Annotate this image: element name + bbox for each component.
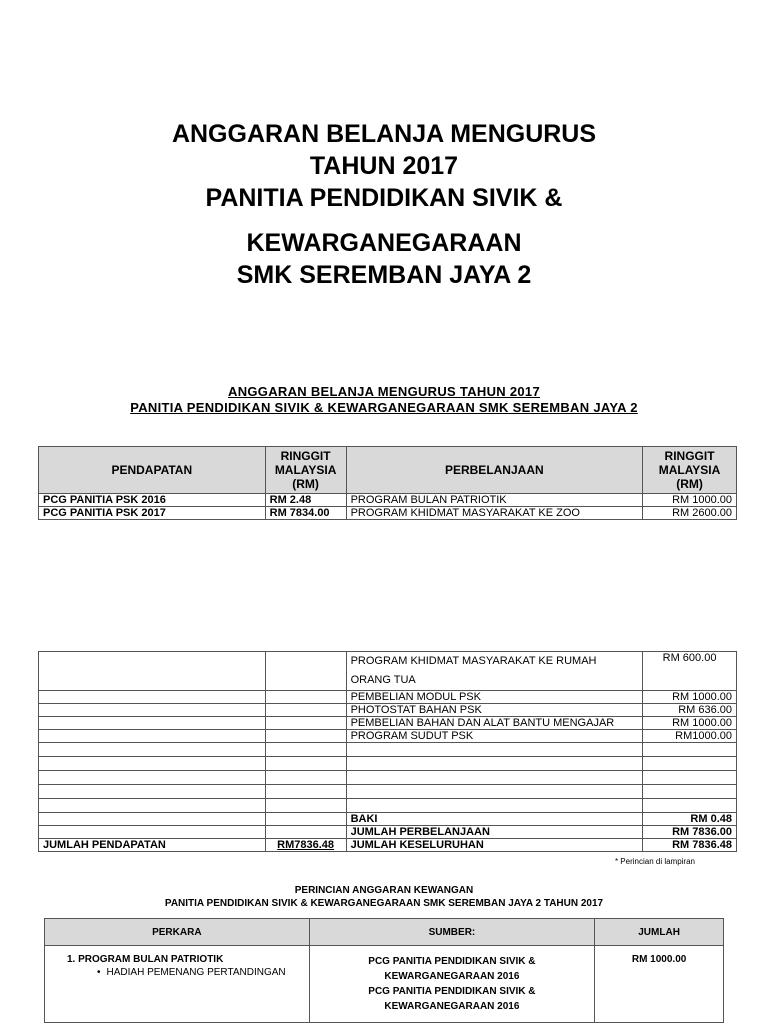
expense-value: RM 2600.00 [643,507,737,520]
baki-row [39,813,737,826]
header-ringgit-1: RINGGIT MALAYSIA (RM) [265,447,346,494]
section-subtitle-2: PANITIA PENDIDIKAN SIVIK & KEWARGANEGARAAN SMK SEREMBAN JAYA 2 [130,400,638,415]
jumlah-keseluruhan-label: JUMLAH KESELURUHAN [346,839,642,852]
header-pendapatan: PENDAPATAN [39,447,266,494]
header-perbelanjaan: PERBELANJAAN [346,447,642,494]
table-row [39,494,737,507]
sumber-2: PCG PANITIA PENDIDIKAN SIVIK & KEWARGANEGARAAN 2016 [368,986,536,1012]
jumlah-perbelanjaan-row [39,826,737,839]
doc-title-line-4: KEWARGANEGARAAN [246,229,522,257]
table-row [39,730,737,743]
perincian-table [44,918,724,1023]
table-row-empty [39,757,737,771]
table-row [39,507,737,520]
expense-value: RM1000.00 [643,730,737,743]
expense-label: PROGRAM BULAN PATRIOTIK [346,494,642,507]
perincian-title-2: PANITIA PENDIDIKAN SIVIK & KEWARGANEGARAAN SMK SEREMBAN JAYA 2 TAHUN 2017 [164,898,604,909]
header-jumlah: JUMLAH [595,919,724,946]
baki-label: BAKI [346,813,642,826]
footnote: * Perincian di lampiran [614,857,695,866]
expense-label: PROGRAM KHIDMAT MASYARAKAT KE RUMAH ORANG TUA [346,652,642,691]
expense-value: RM 1000.00 [643,691,737,704]
expense-label: PEMBELIAN MODUL PSK [346,691,642,704]
table-row [45,946,724,1023]
expense-label: PROGRAM KHIDMAT MASYARAKAT KE ZOO [346,507,642,520]
budget-table-continued [38,651,737,852]
perincian-title-1: PERINCIAN ANGGARAN KEWANGAN [294,885,474,896]
table-row [39,652,737,691]
expense-label: PHOTOSTAT BAHAN PSK [346,704,642,717]
sumber-1: PCG PANITIA PENDIDIKAN SIVIK & KEWARGANEGARAAN 2016 [368,956,536,982]
table-row-empty [39,743,737,757]
header-ringgit-2: RINGGIT MALAYSIA (RM) [643,447,737,494]
table-row-empty [39,785,737,799]
expense-value: RM 636.00 [643,704,737,717]
expense-label: PEMBELIAN BAHAN DAN ALAT BANTU MENGAJAR [346,717,642,730]
income-value: RM 7834.00 [265,507,346,520]
table-row [39,717,737,730]
item-number: 1. [67,954,76,965]
jumlah-perbelanjaan-label: JUMLAH PERBELANJAAN [346,826,642,839]
expense-value: RM 1000.00 [643,494,737,507]
table-row-empty [39,799,737,813]
income-label: PCG PANITIA PSK 2016 [39,494,266,507]
expense-value: RM 600.00 [643,652,737,691]
jumlah-keseluruhan-value: RM 7836.48 [643,839,737,852]
perkara-item [67,954,303,965]
doc-title-line-2: TAHUN 2017 [309,152,459,180]
header-perkara: PERKARA [45,919,310,946]
section-subtitle-1: ANGGARAN BELANJA MENGURUS TAHUN 2017 [228,384,540,399]
income-label: PCG PANITIA PSK 2017 [39,507,266,520]
doc-title-line-5: SMK SEREMBAN JAYA 2 [236,261,532,289]
expense-value: RM 1000.00 [643,717,737,730]
baki-value: RM 0.48 [643,813,737,826]
budget-table [38,446,737,520]
item-title: PROGRAM BULAN PATRIOTIK [78,954,224,965]
jumlah-pendapatan-label: JUMLAH PENDAPATAN [39,839,266,852]
expense-label: PROGRAM SUDUT PSK [346,730,642,743]
jumlah-value: RM 1000.00 [595,946,724,1023]
table-row-empty [39,771,737,785]
income-value: RM 2.48 [265,494,346,507]
table-row [39,691,737,704]
jumlah-perbelanjaan-value: RM 7836.00 [643,826,737,839]
header-sumber: SUMBER: [309,919,595,946]
doc-title-line-3: PANITIA PENDIDIKAN SIVIK & [205,184,563,212]
item-bullet: • HADIAH PEMENANG PERTANDINGAN [97,965,303,980]
jumlah-row [39,839,737,852]
jumlah-pendapatan-value: RM7836.48 [265,839,346,852]
doc-title-line-1: ANGGARAN BELANJA MENGURUS [171,120,597,148]
table-row [39,704,737,717]
